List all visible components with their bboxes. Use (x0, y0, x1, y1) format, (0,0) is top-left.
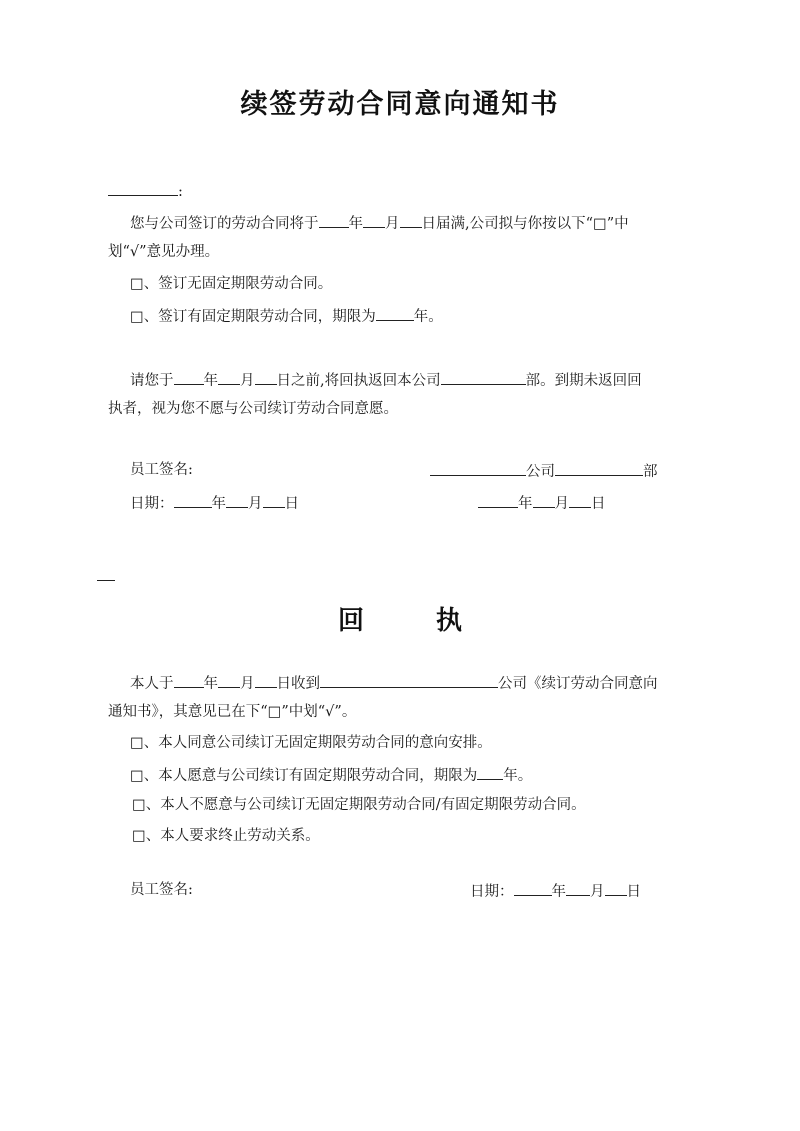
department-label: 部 (643, 464, 658, 480)
notice-paragraph-2 (130, 369, 642, 391)
notice-paragraph-1-line2: 划“√”意见办理。 (108, 244, 220, 260)
company-date-month-blank[interactable] (533, 492, 555, 508)
receipt-date-day-blank[interactable] (605, 880, 627, 896)
month-label: 月 (554, 496, 569, 512)
receipt-month-blank[interactable] (218, 672, 240, 688)
addressee-line (108, 180, 183, 202)
year-label: 年 (518, 496, 533, 512)
receipt-option-terminate[interactable]: □、本人要求终止劳动关系。 (132, 828, 320, 844)
company-name-blank[interactable] (430, 460, 526, 476)
employee-date-year-blank[interactable] (174, 492, 212, 508)
receipt-option-decline[interactable]: □、本人不愿意与公司续订无固定期限劳动合同/有固定期限劳动合同。 (132, 797, 586, 813)
document-title: 续签劳动合同意向通知书 (240, 89, 560, 120)
expire-year-blank[interactable] (319, 212, 349, 228)
para1-prefix: 您与公司签订的劳动合同将于 (130, 216, 319, 232)
expire-day-blank[interactable] (400, 212, 422, 228)
month-label: 月 (385, 216, 400, 232)
term-years-blank[interactable] (376, 305, 414, 321)
year-label: 年 (348, 216, 363, 232)
para1-expire: 日届满,公司拟与你按以下“□”中 (421, 216, 629, 232)
return-day-blank[interactable] (255, 369, 277, 385)
company-department-line (430, 460, 658, 482)
year-label: 年 (203, 676, 218, 692)
year-label: 年 (551, 884, 566, 900)
receipt-option-agree-indefinite[interactable]: □、本人同意公司续订无固定期限劳动合同的意向安排。 (130, 735, 492, 751)
addressee-blank[interactable] (108, 180, 178, 196)
employee-date-month-blank[interactable] (226, 492, 248, 508)
company-notice-label: 公司《续订劳动合同意向 (498, 676, 658, 692)
year-label: 年 (211, 496, 226, 512)
receipt-company-blank[interactable] (320, 672, 498, 688)
receipt-day-blank[interactable] (255, 672, 277, 688)
expire-month-blank[interactable] (363, 212, 385, 228)
day-label: 日 (626, 884, 641, 900)
month-label: 月 (240, 373, 255, 389)
receipt-option-fixed-term[interactable] (130, 764, 532, 786)
receipt-term-years-blank[interactable] (477, 764, 503, 780)
receipt-signature-label: 员工签名: (130, 882, 193, 898)
receipt-title-right: 执 (436, 606, 463, 636)
date-label: 日期： (130, 496, 174, 512)
employee-date-line (130, 492, 299, 514)
receipt-title-left: 回 (337, 606, 364, 636)
receipt-date-label: 日期： (470, 884, 514, 900)
month-label: 月 (240, 676, 255, 692)
cut-line (97, 580, 115, 581)
para2-prefix: 请您于 (130, 373, 174, 389)
notice-paragraph-1 (130, 212, 629, 234)
para2-mid: 日之前,将回执返回本公司 (276, 373, 441, 389)
company-date-line (478, 492, 606, 514)
received-label: 日收到 (276, 676, 320, 692)
return-year-blank[interactable] (174, 369, 204, 385)
receipt-date-month-blank[interactable] (566, 880, 590, 896)
notice-paragraph-2-line2: 执者，视为您不愿与公司续订劳动合同意愿。 (108, 401, 398, 417)
month-label: 月 (248, 496, 263, 512)
receipt-date-line (470, 880, 641, 902)
notice-option-indefinite[interactable]: □、签订无固定期限劳动合同。 (130, 276, 333, 292)
department-name-blank[interactable] (555, 460, 643, 476)
receipt-year-blank[interactable] (174, 672, 204, 688)
receipt-prefix: 本人于 (130, 676, 174, 692)
receipt-title (0, 600, 800, 637)
employee-date-day-blank[interactable] (263, 492, 285, 508)
addressee-colon: : (178, 184, 183, 200)
company-label: 公司 (526, 464, 555, 480)
company-date-year-blank[interactable] (478, 492, 518, 508)
return-month-blank[interactable] (218, 369, 240, 385)
option2-prefix: □、签订有固定期限劳动合同，期限为 (130, 309, 376, 325)
day-label: 日 (284, 496, 299, 512)
notice-option-fixed-term[interactable] (130, 305, 443, 327)
year-label: 年 (203, 373, 218, 389)
month-label: 月 (590, 884, 605, 900)
receipt-paragraph (130, 672, 658, 694)
return-department-blank[interactable] (441, 369, 526, 385)
option2-suffix: 年。 (413, 309, 443, 325)
receipt-option2-prefix: □、本人愿意与公司续订有固定期限劳动合同，期限为 (130, 768, 478, 784)
employee-signature-label: 员工签名: (130, 462, 193, 478)
receipt-date-year-blank[interactable] (514, 880, 552, 896)
receipt-option2-suffix: 年。 (503, 768, 533, 784)
company-date-day-blank[interactable] (569, 492, 591, 508)
day-label: 日 (591, 496, 606, 512)
para2-suffix: 部。到期未返回回 (525, 373, 642, 389)
receipt-paragraph-line2: 通知书》，其意见已在下“□”中划“√”。 (108, 704, 357, 720)
